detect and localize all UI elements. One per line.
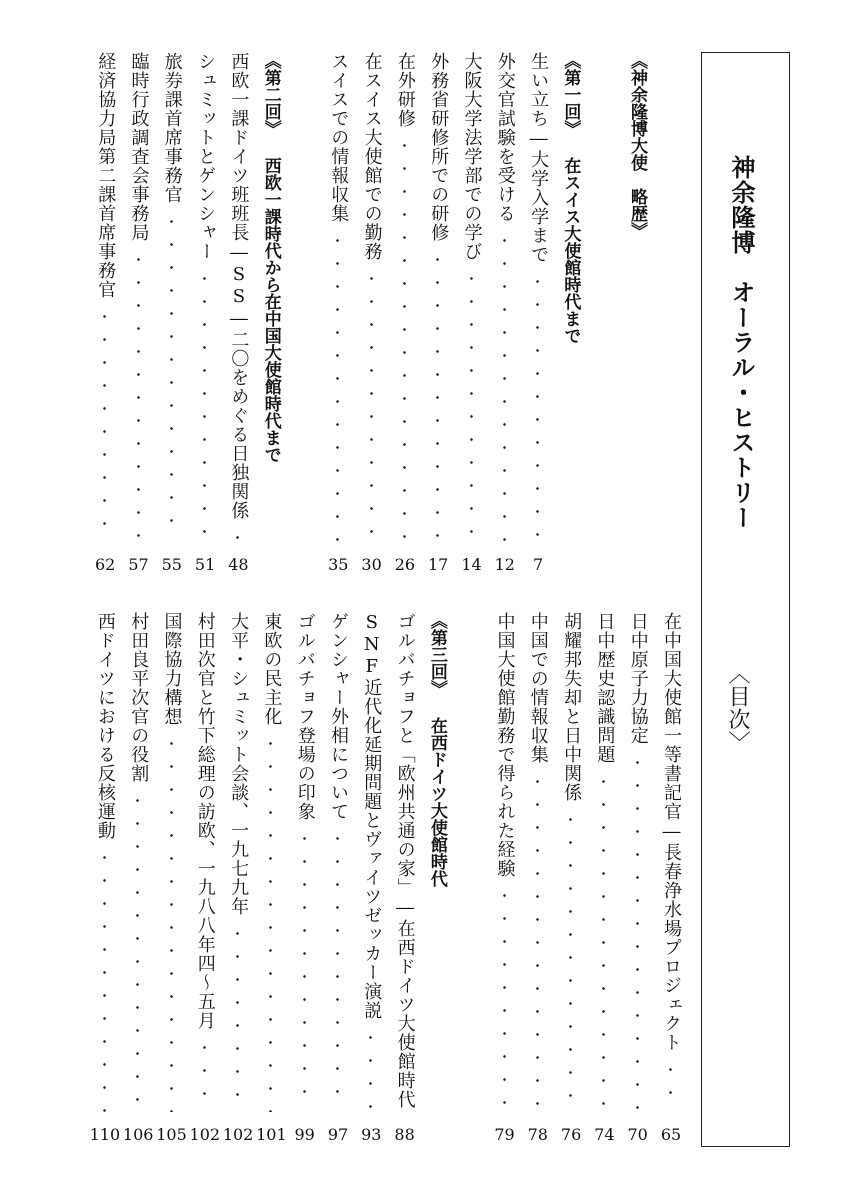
toc-entry-title: 東欧の民主化 (261, 612, 283, 726)
toc-entry-title: 村田良平次官の役割 (128, 612, 150, 783)
dot-leader (336, 229, 339, 542)
toc-entry-page: 57 (128, 555, 149, 574)
toc-entry[interactable] (89, 612, 121, 1144)
toc-entry-page: 101 (256, 1125, 287, 1144)
dot-leader (236, 922, 239, 1112)
toc-entry-title: 日中原子力協定 (627, 612, 649, 745)
toc-entry[interactable] (92, 52, 118, 572)
toc-entry[interactable] (222, 612, 254, 1144)
toc-entry[interactable] (459, 52, 485, 572)
dot-leader (303, 827, 306, 1112)
dot-leader (602, 770, 605, 1112)
dot-leader (636, 751, 639, 1112)
toc-entry[interactable] (325, 612, 351, 1142)
dot-leader (203, 267, 206, 542)
toc-entry-page: 14 (461, 555, 482, 574)
toc-entry[interactable] (189, 612, 221, 1144)
toc-entry-page: 102 (222, 1125, 254, 1144)
toc-entry[interactable] (591, 612, 617, 1142)
toc-entry-page: 79 (494, 1125, 515, 1144)
section-heading-text: 《第三回》 在西ドイツ大使館時代 (426, 612, 447, 887)
toc-entry[interactable] (492, 612, 518, 1142)
toc-entry[interactable] (425, 52, 451, 572)
toc-entry-title: ゲンシャー外相について (328, 612, 349, 821)
toc-entry[interactable] (658, 612, 684, 1142)
toc-entry-page: 65 (660, 1125, 682, 1144)
toc-entry-title: 経済協力局第二課首席事務官 (95, 52, 117, 299)
toc-entry-title: 大阪大学法学部での学び (461, 52, 483, 261)
toc-entry-title: 大平・シュミット会談、一九七九年 (228, 612, 250, 916)
section-heading (259, 52, 285, 572)
toc-entry-title: 在中国大使館一等書記官―長春浄水場プロジェクト (661, 612, 682, 1052)
toc-entry-page: 48 (228, 555, 249, 574)
dot-leader (370, 267, 373, 542)
toc-entry-page: 17 (428, 555, 449, 574)
toc-heading: 〈目次〉 (725, 662, 750, 754)
toc-entry[interactable] (159, 52, 185, 572)
dot-leader (403, 134, 406, 542)
toc-entry-title: 臨時行政調査会事務局 (128, 52, 150, 242)
toc-entry-title: 西ドイツにおける反核運動 (94, 612, 116, 840)
toc-entry-page: 105 (156, 1125, 187, 1144)
toc-entry-page: 106 (122, 1125, 154, 1144)
toc-entry-title: 中国大使館勤務で得られた経験 (494, 612, 516, 878)
document-title: 神余隆博 オーラル・ヒストリー (727, 155, 756, 530)
dot-leader (137, 248, 140, 542)
toc-entry[interactable] (122, 612, 154, 1144)
toc-entry[interactable] (558, 612, 584, 1142)
dot-leader (103, 846, 106, 1112)
dot-leader (503, 884, 506, 1112)
toc-entry-title: 日中歴史認識問題 (594, 612, 616, 764)
toc-entry-page: 76 (560, 1125, 582, 1144)
toc-entry-title: 中国での情報収集 (527, 612, 549, 764)
toc-entry-page: 35 (328, 555, 349, 574)
toc-entry[interactable] (359, 52, 385, 572)
section-heading-text: 《第二回》 西欧一課時代から在中国大使館時代まで (260, 52, 281, 463)
toc-entry-title: 外務省研修所での研修 (428, 52, 450, 242)
toc-entry-title: ゴルバチョフ登場の印象 (294, 612, 316, 821)
toc-entry-page: 99 (294, 1125, 315, 1144)
dot-leader (203, 1036, 206, 1112)
toc-entry-page: 97 (327, 1125, 349, 1144)
toc-entry-title: 生い立ち―大学入学まで (528, 52, 550, 264)
toc-entry-page: 26 (394, 555, 416, 574)
dot-leader (236, 526, 239, 542)
toc-entry-title: 旅券課首席事務官 (161, 52, 183, 204)
toc-entry-title: 胡耀邦失却と日中関係 (561, 612, 583, 802)
dot-leader (170, 732, 173, 1112)
section-heading (425, 612, 451, 1142)
dot-leader (436, 248, 439, 542)
dot-leader (470, 267, 473, 542)
dot-leader (669, 1058, 672, 1112)
toc-entry[interactable] (292, 612, 318, 1142)
dot-leader (336, 827, 339, 1112)
toc-entry-page: 102 (189, 1125, 221, 1144)
toc-entry[interactable] (358, 612, 384, 1142)
toc-entry[interactable] (625, 612, 651, 1142)
toc-entry-title: 村田次官と竹下総理の訪欧、一九八八年四～五月 (194, 612, 216, 1030)
toc-entry-title: 国際協力構想 (161, 612, 183, 726)
toc-entry-page: 74 (594, 1125, 615, 1144)
dot-leader (503, 229, 506, 542)
toc-entry-title: 外交官試験を受ける (494, 52, 516, 223)
dot-leader (369, 1026, 372, 1112)
toc-entry-page: 7 (533, 555, 544, 574)
toc-entry[interactable] (392, 612, 418, 1142)
toc-entry-title: ゴルバチョフと「欧州共通の家」―在西ドイツ大使館時代 (394, 612, 416, 1109)
dot-leader (536, 270, 539, 542)
dot-leader (170, 210, 173, 542)
toc-entry-title: SNF近代化延期問題とヴァイツゼッカー演説 (361, 612, 383, 1020)
toc-entry-page: 30 (361, 555, 382, 574)
toc-entry[interactable] (126, 52, 152, 572)
toc-entry[interactable] (525, 52, 551, 572)
toc-entry-page: 12 (494, 555, 515, 574)
section-heading-text: 《神余隆博大使 略歴》 (627, 52, 647, 239)
toc-entry-title: スイスでの情報収集 (328, 52, 350, 223)
dot-leader (569, 808, 572, 1112)
section-heading (625, 52, 651, 572)
toc-entry-page: 51 (194, 555, 216, 574)
toc-entry-title: 在スイス大使館での勤務 (361, 52, 383, 261)
toc-entry-page: 62 (95, 555, 116, 574)
toc-entry[interactable] (256, 612, 287, 1144)
toc-entry-page: 110 (89, 1125, 121, 1144)
section-heading-text: 《第一回》 在スイス大使館時代まで (560, 52, 581, 344)
toc-entry-title: 西欧一課ドイツ班班長―SS―二〇をめぐる日独関係 (228, 52, 250, 520)
toc-entry-page: 70 (627, 1125, 648, 1144)
toc-entry-page: 55 (161, 555, 182, 574)
toc-entry-page: 93 (361, 1125, 382, 1144)
section-heading (558, 52, 584, 572)
toc-entry[interactable] (392, 52, 418, 572)
toc-entry[interactable] (492, 52, 518, 572)
toc-entry-title: シュミットとゲンシャー (195, 52, 217, 261)
toc-entry-title: 在外研修 (394, 52, 416, 128)
toc-entry[interactable] (225, 52, 251, 572)
toc-entry[interactable] (525, 612, 551, 1142)
toc-entry-page: 88 (394, 1125, 415, 1144)
dot-leader (536, 770, 539, 1112)
toc-entry[interactable] (156, 612, 187, 1144)
toc-entry[interactable] (192, 52, 218, 572)
toc-entry-page: 78 (527, 1125, 548, 1144)
dot-leader (269, 732, 272, 1112)
toc-entry[interactable] (325, 52, 351, 572)
dot-leader (136, 789, 139, 1112)
dot-leader (103, 305, 106, 542)
